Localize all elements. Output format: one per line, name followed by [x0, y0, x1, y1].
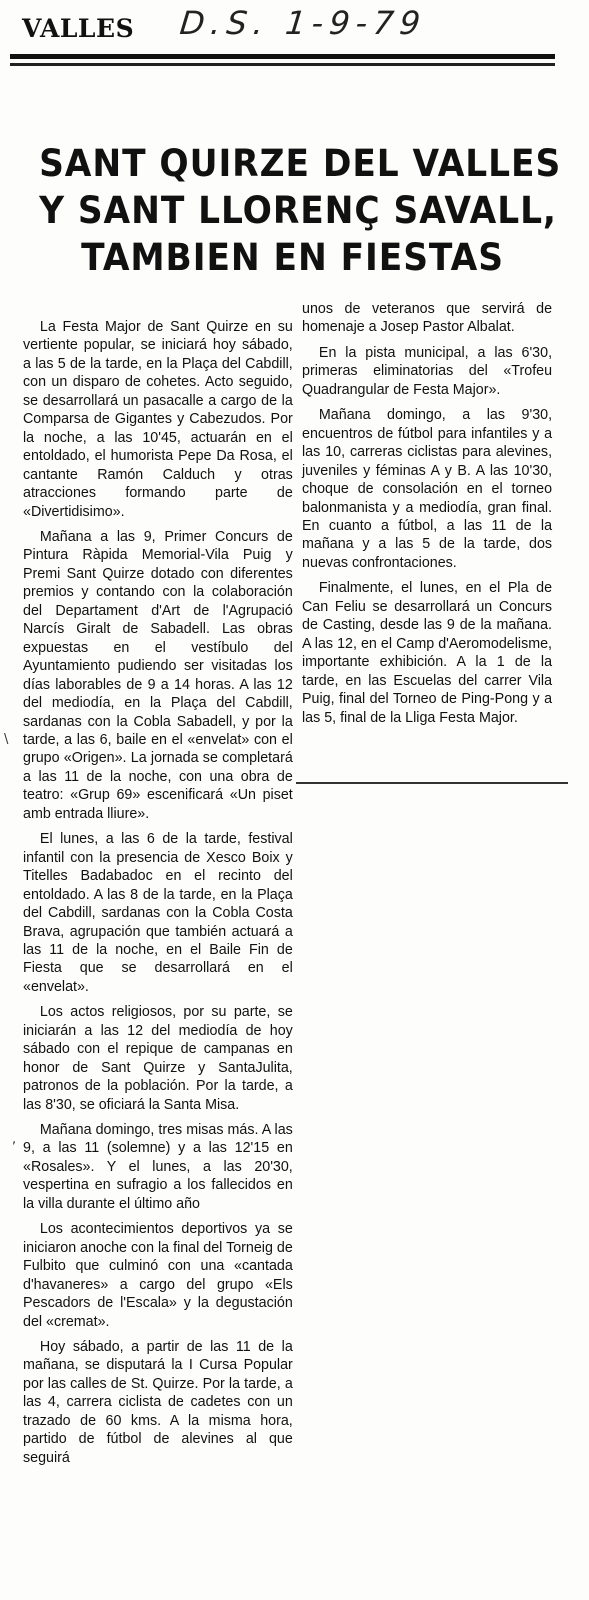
headline-line-1: SANT QUIRZE DEL VALLES	[39, 142, 562, 185]
scan-mark: ,	[12, 1132, 17, 1147]
paragraph: Hoy sábado, a partir de las 11 de la mañana, se disputará la I Cursa Popular por las calles de St. Quirze. Por la tarde, a las 4, carrera ciclista de cadetes con un trazado de 60 kms. A la misma hora, partido de fútbol de alevines al que seguirá	[23, 1338, 293, 1466]
header-rule-thin	[10, 63, 555, 66]
section-label: VALLES	[22, 14, 135, 43]
paragraph: El lunes, a las 6 de la tarde, festival infantil con la presencia de Xesco Boix y Titelles Badabadoc en el recinto del entoldado. A las 8 de la tarde, en la Plaça del Cabdill, sardanas con la Cobla Costa Brava, agrupación que también actuará a las 11 de la noche, en el Baile Fin de Fiesta que se desarrollará en el «envelat».	[23, 830, 293, 995]
paragraph: La Festa Major de Sant Quirze en su vertiente popular, se iniciará hoy sábado, a las 5 de la tarde, en la Plaça del Cabdill, con un disparo de cohetes. Acto seguido, se desarrollará un pasacalle a cargo de la Comparsa de Gigantes y Cabezudos. Por la noche, a las 10'45, actuarán en el entoldado, el humorista Pepe Da Rosa, el cantante Ramón Calduch y otras atracciones formando parte de «Divertidisimo».	[23, 318, 293, 520]
paragraph: Mañana domingo, a las 9'30, encuentros de fútbol para infantiles y a las 10, carreras ciclistas para alevines, juveniles y féminas A y B. A las 10'30, choque de consolación en el torneo balonmanista y a mediodía, gran final. En cuanto a fútbol, a las 11 de la mañana y a las 5 de la tarde, dos nuevas confrontaciones.	[302, 406, 553, 571]
paragraph: Mañana a las 9, Primer Concurs de Pintura Ràpida Memorial-Vila Puig y Premi Sant Quirze dotado con diferentes premios y contando con la colaboración del Departament d'Art de l'Agrupació Narcís Giralt de Sabadell. Las obras expuestas en el vestíbulo del Ayuntamiento pudiendo ser visitadas los días laborables de 9 a 14 horas. A las 12 del mediodía, en la Plaça del Cabdill, sardanas con la Cobla Sabadell, y por la tarde, a las 6, baile en el «envelat» con el grupo «Origen». La jornada se completará a las 11 de la noche, con una obra de teatro: «Grup 69» escenificará «Un piset amb entrada lliure».	[23, 527, 293, 822]
header-rule-thick	[10, 54, 555, 59]
column-end-rule	[296, 782, 568, 784]
headline	[39, 140, 562, 281]
headline-line-3: TAMBIEN EN FIESTAS	[81, 236, 504, 279]
paragraph: En la pista municipal, a las 6'30, primeras eliminatorias del «Trofeu Quadrangular de Festa Major».	[302, 343, 553, 398]
article-column-right	[302, 300, 552, 734]
paragraph: Los acontecimientos deportivos ya se iniciaron anoche con la final del Torneig de Fulbito que culminó con una «cantada d'havaneres» a cargo del grupo «Els Pescadors de l'Escala» y la degustación del «cremat».	[23, 1220, 293, 1330]
paragraph: Mañana domingo, tres misas más. A las 9, a las 11 (solemne) y a las 12'15 en «Rosales». Y el lunes, a las 20'30, vespertina en sufragio a los fallecidos en la villa durante el último año	[23, 1121, 293, 1212]
paragraph: unos de veteranos que servirá de homenaje a Josep Pastor Albalat.	[302, 300, 553, 336]
paragraph: Finalmente, el lunes, en el Pla de Can Feliu se desarrollará un Concurs de Casting, desde las 9 de la mañana. A las 12, en el Camp d'Aeromodelisme, importante exhibición. A la 1 de la tarde, en las Escuelas del carrer Vila Puig, final del Torneo de Ping-Pong y a las 5, final de la Lliga Festa Major.	[302, 579, 553, 726]
headline-line-2: Y SANT LLORENÇ SAVALL,	[39, 189, 557, 232]
scan-mark: \	[4, 732, 9, 747]
handwritten-date-note: D.S. 1-9-79	[178, 4, 428, 42]
paragraph: Los actos religiosos, por su parte, se iniciarán a las 12 del mediodía de hoy sábado con el repique de campanas en honor de Sant Quirze y SantaJulita, patronos de la población. Por la tarde, a las 8'30, se oficiará la Santa Misa.	[23, 1003, 293, 1113]
article-column-left	[23, 318, 293, 1474]
